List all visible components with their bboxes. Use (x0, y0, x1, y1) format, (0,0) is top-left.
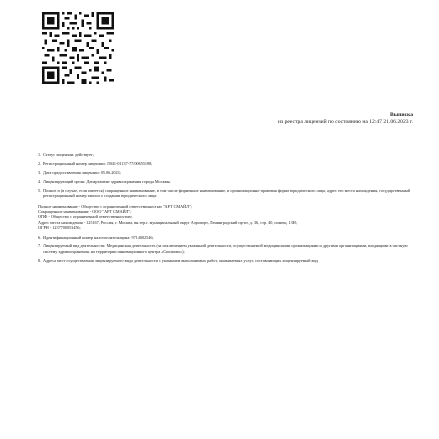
list-item (38, 243, 418, 254)
item-number: 3. (38, 169, 42, 175)
item-number: 2. (38, 160, 42, 166)
list-item (38, 179, 418, 184)
item-text: Дата предоставления лицензии: 05.06.2023; (43, 169, 121, 175)
list-item (38, 235, 418, 240)
item-number: 5. (38, 187, 42, 193)
item-number: 1. (38, 152, 42, 157)
item-number: 7. (38, 243, 42, 249)
list-item (38, 258, 418, 263)
document-title: Выписка (390, 112, 413, 118)
item-text: Статус лицензии: действует; (43, 152, 94, 157)
item-text: Регистрационный номер лицензии: Л041-01137-77/00655188; (43, 160, 153, 166)
list-item (38, 152, 418, 157)
org-short-name: Сокращенное наименование - ООО "АРТ СМАЙЛ"; (38, 209, 132, 214)
org-address: Адрес места нахождения - 125167, Россия, г. Москва, вн.тер.г. муниципальный округ Аэропорт, Ленинградский пр-кт, д. 36, стр. 40, помещ. 13Н; (38, 219, 297, 225)
list-item (38, 170, 418, 175)
document-header (278, 112, 413, 126)
item-text: Идентификационный номер налогоплательщика: 9714002546; (43, 234, 154, 240)
document-subtitle: из реестра лицензий по состоянию на 12:47 21.06.2023 г. (278, 118, 413, 125)
item-number: 8. (38, 257, 42, 263)
list-item (38, 161, 418, 166)
org-legal-form: ОПФ - Общество с ограниченной ответственностью; (38, 214, 133, 220)
item-text: Полное и (в случае, если имеется) сокращенное наименование, в том числе фирменное наименование, и организационно-правовая форма юридического лица, адрес его места нахождения, государственный регистрационный номер записи о создании юридического лица: (43, 187, 410, 199)
item-text: Лицензирующий орган: Департамент здравоохранения города Москвы; (43, 178, 171, 184)
list-item (38, 188, 418, 199)
qr-code (42, 12, 114, 84)
item-number: 4. (38, 178, 42, 184)
org-full-name: Полное наименование - Общество с ограниченной ответственностью "АРТ СМАЙЛ"; (38, 203, 192, 209)
organization-details (38, 204, 418, 231)
item-number: 6. (38, 234, 42, 240)
item-text: Адреса мест осуществления лицензируемого вида деятельности с указанием выполняемых работ, оказываемых услуг, составляющих лицензируемый вид (43, 257, 318, 263)
item-text: Лицензируемый вид деятельности: Медицинская деятельность (за исключением указанной деятельности, осуществляемой медицинскими организациями и другими организациями, входящими в частную систему здравоохранения, на территории инновационного центра «Сколково»); (43, 243, 408, 254)
org-ogrn: ОГРН - 1237700053456; (38, 225, 81, 231)
document-body (38, 152, 418, 267)
